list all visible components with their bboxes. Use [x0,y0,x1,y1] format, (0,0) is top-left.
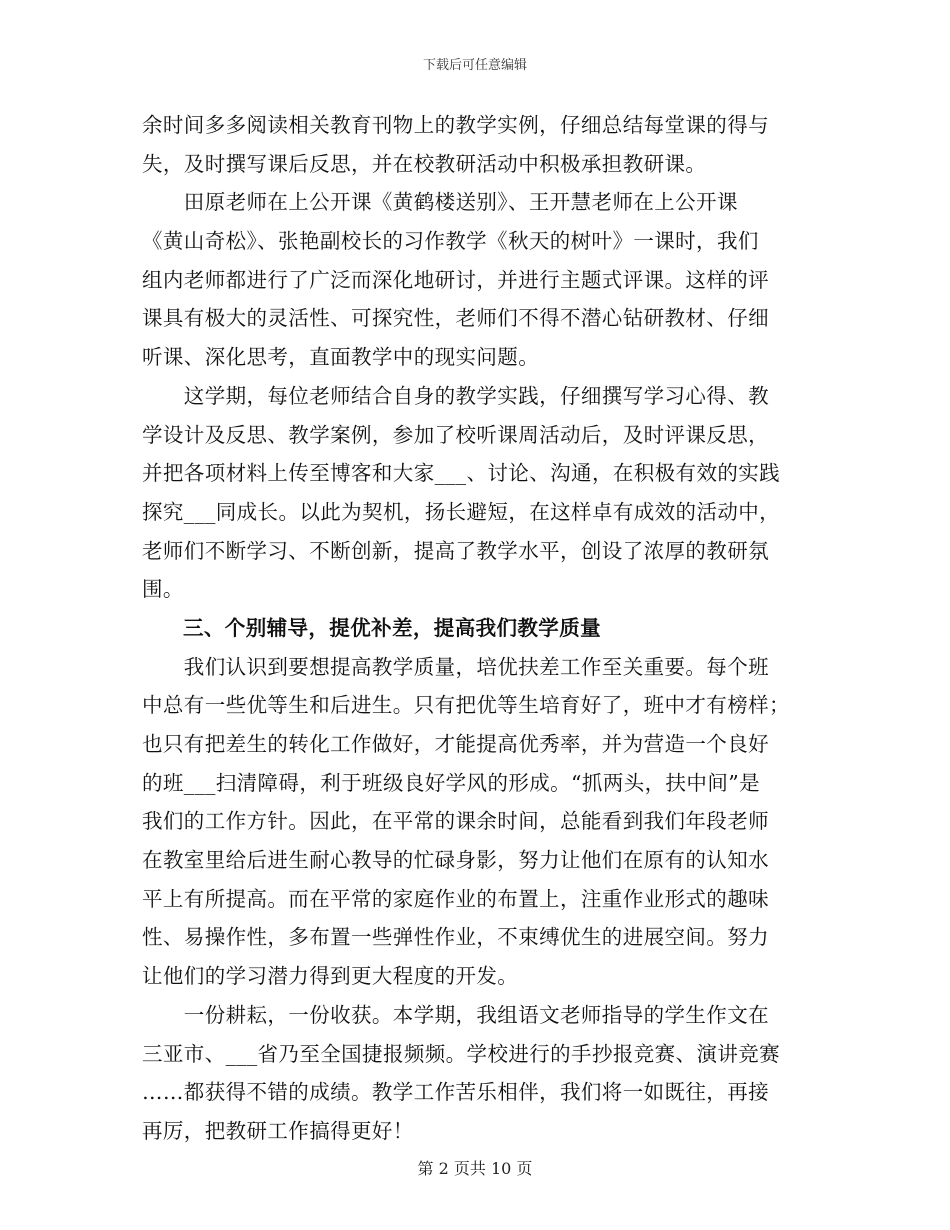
text-line: 我们认识到要想提高教学质量，培优扶差工作至关重要。每个班 [142,654,769,679]
text-line: 《黄山奇松》、张艳副校长的习作教学《秋天的树叶》一课时，我们 [142,229,759,254]
text-line: 我们的工作方针。因此，在平常的课余时间，总能看到我们年段老师 [142,809,769,834]
text-line: 失，及时撰写课后反思，并在校教研活动中积极承担教研课。 [142,151,707,176]
text-line: 也只有把差生的转化工作做好，才能提高优秀率，并为营造一个良好 [142,732,769,756]
text-line: 田原老师在上公开课《黄鹤楼送别》、王开慧老师在上公开课 [142,190,738,215]
text-line: 课具有极大的灵活性、可探究性，老师们不得不潜心钻研教材、仔细 [142,306,769,331]
text-line: 再厉，把教研工作搞得更好！ [142,1118,414,1143]
text-line: 围。 [142,577,184,602]
text-line: 三亚市、___省乃至全国捷报频频。学校进行的手抄报竞赛、演讲竞赛 [142,1041,781,1066]
text-line: ……都获得不错的成绩。教学工作苦乐相伴，我们将一如既往，再接 [142,1080,769,1105]
text-line: 听课、深化思考，直面教学中的现实问题。 [142,345,540,370]
text-line: 余时间多多阅读相关教育刊物上的教学实例，仔细总结每堂课的得与 [142,113,769,137]
page-number: 第 2 页共 10 页 [417,1159,533,1178]
document-body [142,106,808,1151]
text-line: 老师们不断学习、不断创新，提高了教学水平，创设了浓厚的教研氛 [142,538,769,563]
text-line: 组内老师都进行了广泛而深化地研讨，并进行主题式评课。这样的评 [142,267,769,292]
text-line: 学设计及反思、教学案例，参加了校听课周活动后，及时评课反思， [142,422,769,447]
page-header-note: 下载后可任意编辑 [422,58,527,73]
text-line: 平上有所提高。而在平常的家庭作业的布置上，注重作业形式的趣味 [142,886,769,911]
text-line: 性、易操作性，多布置一些弹性作业，不束缚优生的进展空间。努力 [142,925,769,950]
text-line: 这学期，每位老师结合自身的教学实践，仔细撰写学习心得、教 [142,383,769,408]
text-line: 的班___扫清障碍，利于班级良好学风的形成。“抓两头，扶中间”是 [142,770,761,795]
section-heading: 三、个别辅导，提优补差，提高我们教学质量 [183,615,601,640]
text-line: 一份耕耘，一份收获。本学期，我组语文老师指导的学生作文在 [142,1002,769,1027]
text-line: 并把各项材料上传至博客和大家___、讨论、沟通，在积极有效的实践 [142,461,781,486]
text-line: 让他们的学习潜力得到更大程度的开发。 [142,964,519,989]
text-line: 在教室里给后进生耐心教导的忙碌身影，努力让他们在原有的认知水 [142,848,769,873]
text-line: 中总有一些优等生和后进生。只有把优等生培育好了，班中才有榜样； [142,693,790,718]
text-line: 探究___同成长。以此为契机，扬长避短，在这样卓有成效的活动中， [142,499,781,524]
